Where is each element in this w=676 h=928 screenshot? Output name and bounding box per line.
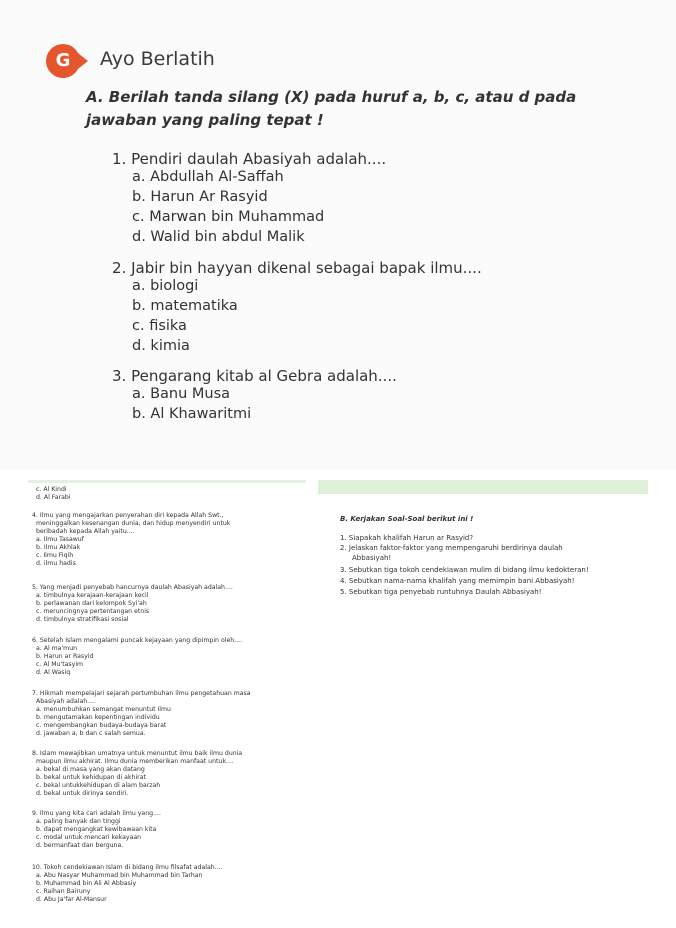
small-line: beribadah kepada Allah yaitu.... [36,528,135,535]
small-line: a. bekal di masa yang akan datang [36,766,145,773]
section-b-item-3: 3. Sebutkan tiga tokoh cendekiawan mulim di bidang ilmu kedokteran! [340,566,589,574]
question-2-option-c: c. fisika [132,318,187,334]
small-line: b. Muhammad bin Ali Al Abbasiy [36,880,137,887]
small-line: a. paling banyak dan tinggi [36,818,121,825]
small-line: b. Ilmu Akhlak [36,544,81,551]
small-line: d. Al Wasiq [36,669,71,676]
small-line: b. bekal untuk kehidupan di akhirat [36,774,146,781]
small-line: d. ilmu hadis [36,560,76,567]
small-line: a. Ilmu Tasawuf [36,536,84,543]
small-line: b. mengutamakan kepentingan individu [36,714,160,721]
small-line: c. Al Kindi [36,486,67,493]
question-1-option-d: d. Walid bin abdul Malik [132,229,305,245]
small-line: b. Harun ar Rasyid [36,653,94,660]
section-badge: G [46,44,80,78]
small-line: 10. Tokoh cendekiawan Islam di bidang ilmu filsafat adalah.... [32,864,223,871]
small-line: d. Al Farabi [36,494,71,501]
question-1-option-b: b. Harun Ar Rasyid [132,189,268,205]
small-line: d. Abu Ja'far Al-Mansur [36,896,107,903]
small-line: d. bermanfaat dan berguna. [36,842,124,849]
small-line: c. Raihan Bairuny [36,888,91,895]
small-line: d. bekal untuk dirinya sendiri. [36,790,129,797]
small-line: a. Al ma'mun [36,645,78,652]
instruction-text: A. Berilah tanda silang (X) pada huruf a, b, c, atau d pada jawaban yang paling tepat ! [86,88,577,129]
question-2-option-b: b. matematika [132,298,238,314]
small-line: 9. Ilmu yang kita cari adalah ilmu yang.... [32,810,161,817]
small-line: Abasiyah adalah.... [36,698,96,705]
small-line: c. meruncingnya pertentangan etnis [36,608,150,615]
divider-left [28,480,306,483]
small-line: meninggalkan kesenangan dunia, dan hidup menyendiri untuk [36,520,231,527]
small-line: a. Abu Nasyar Muhammad bin Muhammad bin Tarhan [36,872,203,879]
question-1-option-c: c. Marwan bin Muhammad [132,209,325,225]
small-line: a. timbulnya kerajaan-kerajaan kecil [36,592,149,599]
question-1-option-a: a. Abdullah Al-Saffah [132,169,284,185]
small-line: c. modal untuk mencari kekayaan [36,834,142,841]
section-b-title: B. Kerjakan Soal-Soal berikut ini ! [340,515,474,523]
question-2-option-d: d. kimia [132,338,190,354]
small-line: d. jawaban a, b dan c salah semua. [36,730,146,737]
section-b-item-2: 2. Jelaskan faktor-faktor yang mempengaruhi berdirinya daulah [340,544,563,552]
question-2: 2. Jabir bin hayyan dikenal sebagai bapak ilmu.... [112,259,482,277]
small-line: 7. Hikmah mempelajari sejarah pertumbuhan ilmu pengetahuan masa [32,690,251,697]
small-line: c. Al Mu'tasyim [36,661,84,668]
question-3: 3. Pengarang kitab al Gebra adalah.... [112,367,397,385]
small-line: 8. Islam mewajibkan umatnya untuk menuntut ilmu baik ilmu dunia [32,750,243,757]
small-line: d. timbulnya stratifikasi sosial [36,616,129,623]
section-title: Ayo Berlatih [100,48,215,70]
section-b-item-5: 5. Sebutkan tiga penyebab runtuhnya Daulah Abbasiyah! [340,588,542,596]
small-line: c. bekal untukkehidupan di alam barzah [36,782,161,789]
small-line: maupun ilmu akhirat. Ilmu dunia memberikan manfaat untuk.... [36,758,234,765]
small-line: 6. Setelah Islam mengalami puncak kejayaan yang dipimpin oleh.... [32,637,243,644]
small-line: 4. Ilmu yang mengajarkan penyerahan diri kepada Allah Swt., [32,512,224,519]
divider-right [318,480,648,494]
small-line: b. perlawanan dari kelompok Syi'ah [36,600,147,607]
question-2-option-a: a. biologi [132,278,199,294]
section-b-item-4: 4. Sebutkan nama-nama khalifah yang memimpin bani Abbasiyah! [340,577,575,585]
section-b-item-2-cont: Abbasiyah! [352,554,392,562]
section-b-item-1: 1. Siapakah khalifah Harun ar Rasyid? [340,534,474,542]
small-line: c. Ilmu Fiqih [36,552,74,559]
small-line: c. mengembangkan budaya-budaya barat [36,722,167,729]
small-line: 5. Yang menjadi penyebab hancurnya daulah Abasiyah adalah.... [32,584,233,591]
small-line: a. menumbuhkan semangat menuntut ilmu [36,706,171,713]
badge-arrow-icon [74,50,88,72]
question-3-option-a: a. Banu Musa [132,386,231,402]
question-3-option-b: b. Al Khawaritmi [132,406,252,422]
question-1: 1. Pendiri daulah Abasiyah adalah.... [112,150,387,168]
small-line: b. dapat mengangkat kewibawaan kita [36,826,157,833]
